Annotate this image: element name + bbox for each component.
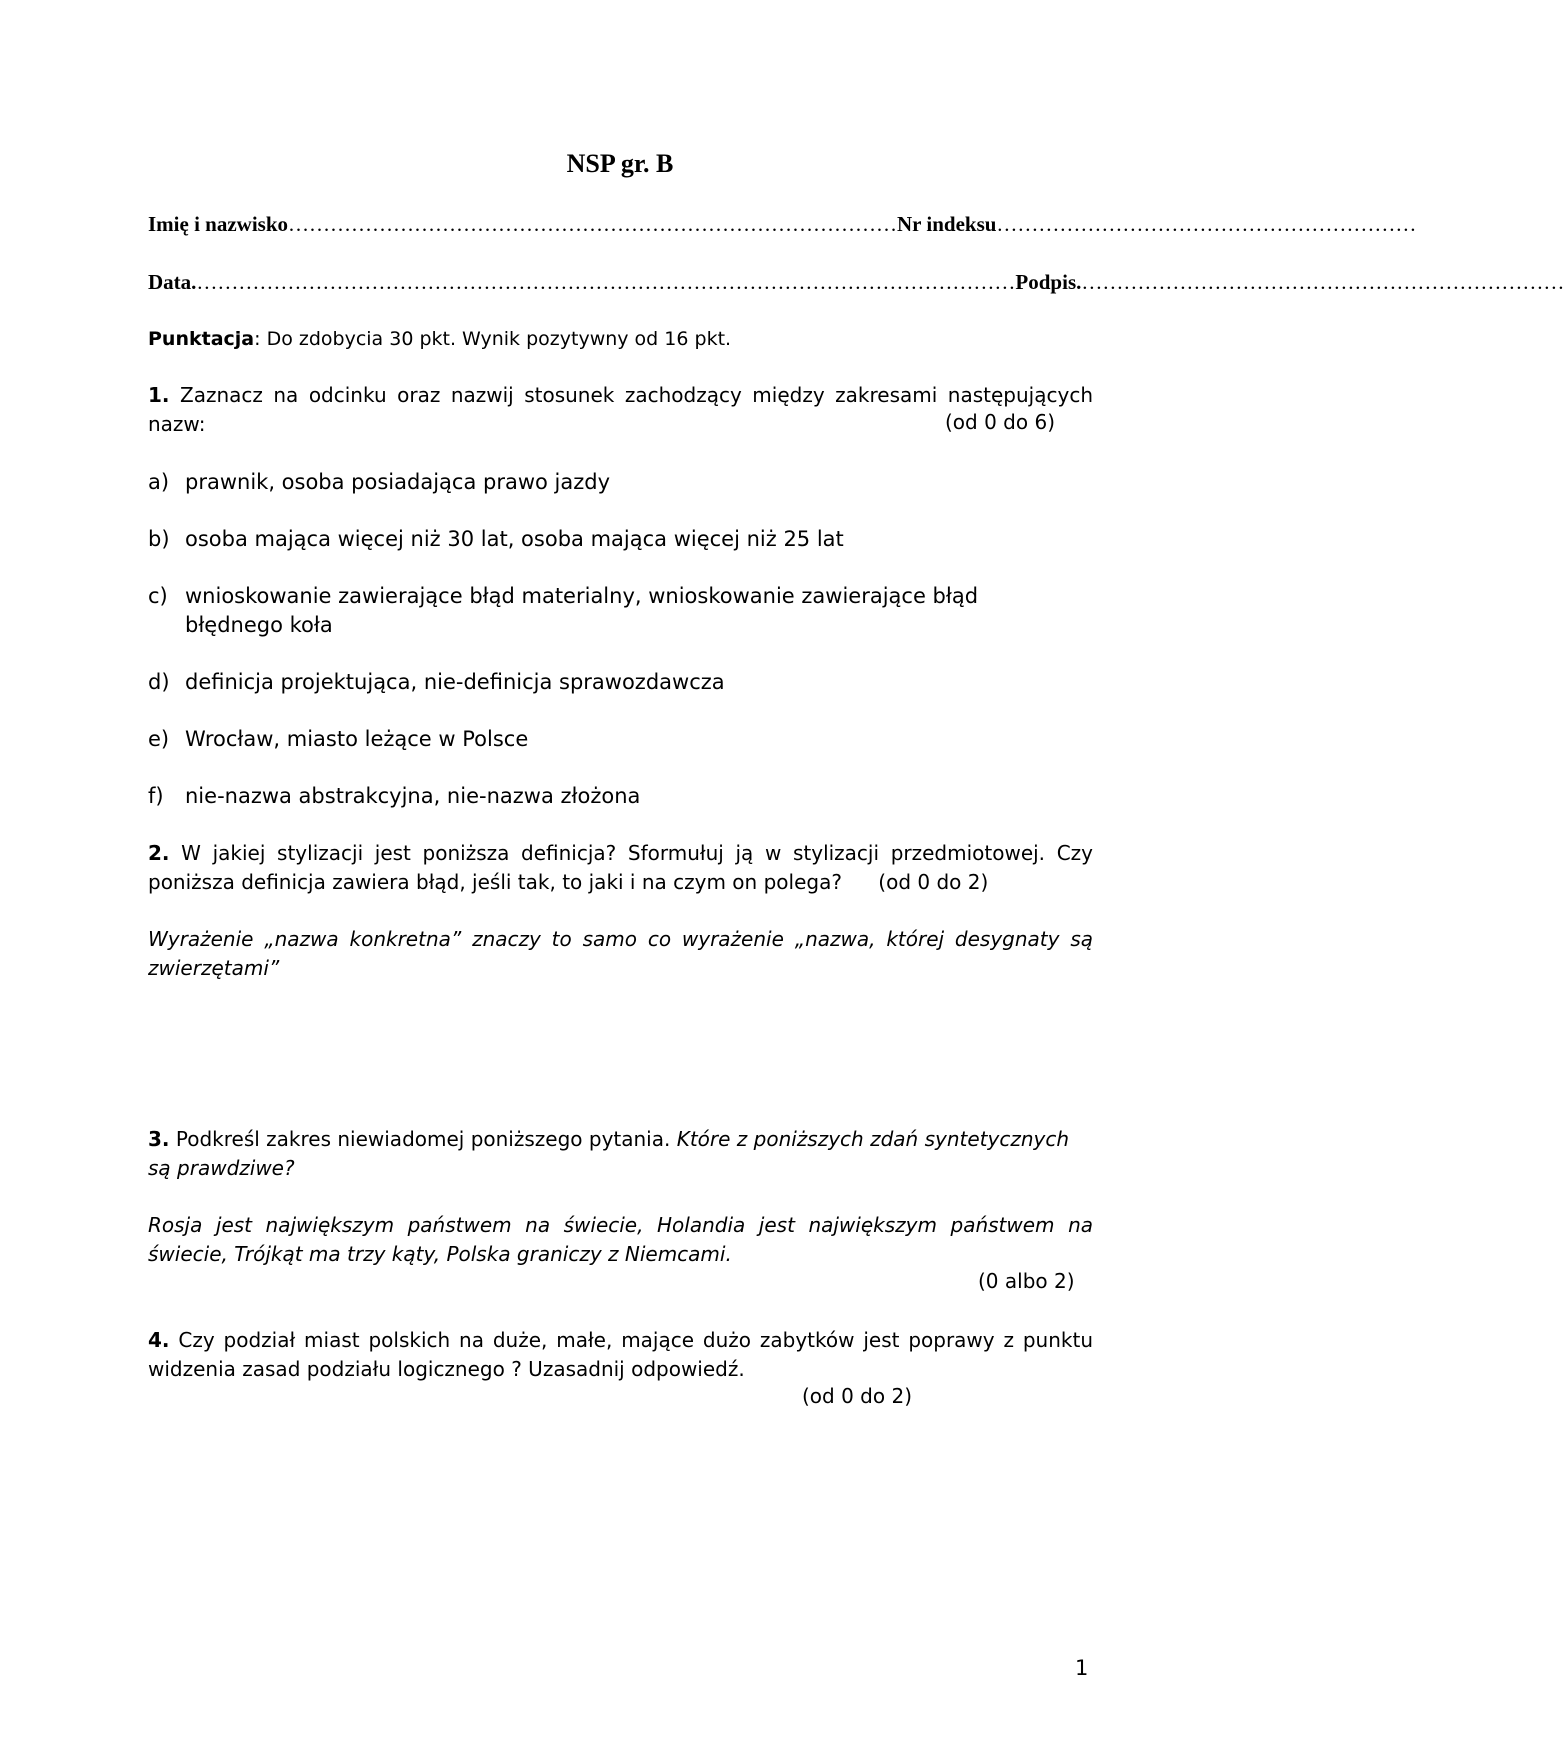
name-index-row — [148, 212, 1417, 237]
page-number: 1 — [1075, 1656, 1089, 1680]
signature-label: Podpis. — [1015, 270, 1082, 294]
question-3 — [148, 1125, 1093, 1183]
question-2 — [148, 839, 1093, 897]
q3-sentences: Rosja jest największym państwem na świecie, Holandia jest największym państwem na świecie, Trójkąt ma trzy kąty, Polska graniczy z Niemcami. — [148, 1213, 1093, 1266]
item-label: c) — [148, 584, 168, 608]
index-label: Nr indeksu — [897, 212, 997, 236]
signature-field[interactable]: …………………………………………………………… — [1081, 270, 1564, 294]
item-label: b) — [148, 527, 170, 551]
index-field[interactable]: …………………………………………………… — [996, 212, 1417, 236]
scoring-label: Punktacja — [148, 328, 255, 350]
q1-points: (od 0 do 6) — [945, 410, 1055, 434]
item-label: d) — [148, 670, 170, 694]
item-text: wnioskowanie zawierające błąd materialny, wnioskowanie zawierające błąd błędnego koła — [185, 584, 979, 637]
q3-text: Podkreśl zakres niewiadomej poniższego pytania. — [169, 1127, 677, 1151]
item-label: f) — [148, 784, 164, 808]
item-text: definicja projektująca, nie-definicja sprawozdawcza — [185, 670, 725, 694]
q3-number: 3. — [148, 1127, 170, 1151]
item-text: Wrocław, miasto leżące w Polsce — [185, 727, 529, 751]
q2-number: 2. — [148, 841, 170, 865]
q2-definition: Wyrażenie „nazwa konkretna” znaczy to samo co wyrażenie „nazwa, której desygnaty są zwierzętami” — [148, 927, 1093, 980]
q2-points: (od 0 do 2) — [878, 870, 989, 894]
item-label: a) — [148, 470, 170, 494]
date-field[interactable]: ……………………………………………………………………………………………………… — [196, 270, 1016, 294]
q3-question: Które z poniższych zdań syntetycznych są prawdziwe? — [148, 1127, 1069, 1180]
q1-text: Zaznacz na odcinku oraz nazwij stosunek zachodzący między zakresami następujących nazw: — [148, 383, 1093, 436]
q4-number: 4. — [148, 1328, 170, 1352]
scoring-info — [148, 325, 1093, 354]
question-4 — [148, 1326, 1093, 1384]
item-text: osoba mająca więcej niż 30 lat, osoba mająca więcej niż 25 lat — [185, 527, 844, 551]
scoring-text: : Do zdobycia 30 pkt. Wynik pozytywny od 16 pkt. — [254, 328, 732, 350]
name-label: Imię i nazwisko — [148, 212, 289, 236]
item-text: prawnik, osoba posiadająca prawo jazdy — [185, 470, 611, 494]
item-label: e) — [148, 727, 170, 751]
date-label: Data. — [148, 270, 197, 294]
name-field[interactable]: …………………………………………………………………………… — [288, 212, 898, 236]
q3-points: (0 albo 2) — [978, 1269, 1075, 1293]
q4-points: (od 0 do 2) — [802, 1384, 912, 1408]
date-signature-row — [148, 270, 1564, 295]
q1-number: 1. — [148, 383, 170, 407]
page-title: NSP gr. B — [566, 149, 674, 178]
q2-text: W jakiej stylizacji jest poniższa definicja? Sformułuj ją w stylizacji przedmiotowej. Czy poniższa definicja zawiera błąd, jeśli tak, to jaki i na czym on polega? — [148, 841, 1093, 894]
q4-text: Czy podział miast polskich na duże, małe, mające dużo zabytków jest poprawy z punktu widzenia zasad podziału logicznego ? Uzasadnij odpowiedź. — [148, 1328, 1093, 1381]
item-text: nie-nazwa abstrakcyjna, nie-nazwa złożona — [185, 784, 641, 808]
